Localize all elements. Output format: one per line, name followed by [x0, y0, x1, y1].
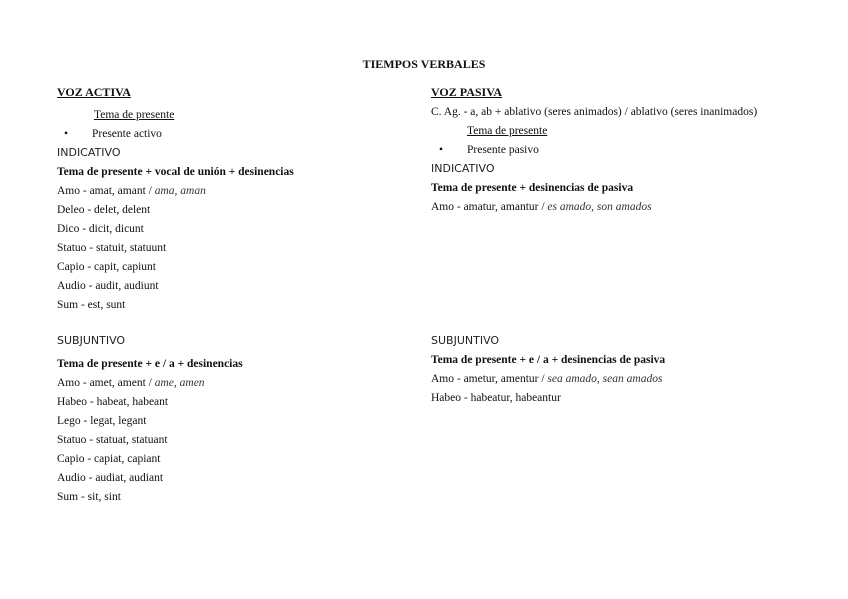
conjugation-forms: Amo - amet, ament / — [57, 377, 155, 389]
conjugation-forms: Statuo - statuat, statuant — [57, 434, 168, 446]
conjugation-forms: Lego - legat, legant — [57, 415, 147, 427]
activa-indicativo-label: INDICATIVO — [57, 146, 121, 159]
conjugation-forms: Amo - amat, amant / — [57, 185, 155, 197]
conjugation-line — [57, 203, 150, 217]
pasiva-bullet-text: Presente pasivo — [467, 144, 539, 156]
conjugation-forms: Dico - dicit, dicunt — [57, 223, 144, 235]
conjugation-forms: Audio - audiat, audiant — [57, 472, 164, 484]
voz-activa-heading: VOZ ACTIVA — [57, 85, 131, 99]
conjugation-forms: Deleo - delet, delent — [57, 204, 151, 216]
activa-subjuntivo-label: SUBJUNTIVO — [57, 334, 126, 347]
activa-subjuntivo-rule: Tema de presente + e / a + desinencias — [57, 358, 243, 370]
conjugation-line — [57, 471, 163, 485]
conjugation-line — [431, 391, 561, 405]
conjugation-line — [57, 433, 168, 447]
activa-bullet-text: Presente activo — [92, 128, 162, 140]
conjugation-forms: Amo - amatur, amantur / — [431, 201, 548, 213]
conjugation-line — [57, 376, 205, 390]
conjugation-translation: ama, aman — [154, 185, 206, 197]
conjugation-line — [57, 184, 206, 198]
conjugation-line — [431, 372, 662, 386]
conjugation-translation: ame, amen — [154, 377, 205, 389]
conjugation-line — [57, 490, 121, 504]
conjugation-line — [57, 298, 125, 312]
pasiva-complemento-agente: C. Ag. - a, ab + ablativo (seres animados) / ablativo (seres inanimados) — [431, 106, 758, 118]
pasiva-indicativo-rule: Tema de presente + desinencias de pasiva — [431, 182, 634, 194]
conjugation-translation: es amado, son amados — [547, 201, 652, 213]
conjugation-line — [57, 260, 156, 274]
conjugation-line — [57, 241, 166, 255]
activa-tema-label: Tema de presente — [94, 109, 175, 121]
conjugation-forms: Amo - ametur, amentur / — [431, 373, 548, 385]
activa-indicativo-rule: Tema de presente + vocal de unión + desinencias — [57, 166, 294, 178]
conjugation-line — [57, 395, 168, 409]
activa-bullet-item — [92, 127, 162, 141]
conjugation-translation: sea amado, sean amados — [547, 373, 663, 385]
conjugation-line — [57, 279, 159, 293]
conjugation-forms: Habeo - habeat, habeant — [57, 396, 169, 408]
document-title: TIEMPOS VERBALES — [362, 57, 486, 71]
conjugation-forms: Statuo - statuit, statuunt — [57, 242, 167, 254]
voz-pasiva-heading: VOZ PASIVA — [431, 85, 502, 99]
conjugation-line — [57, 222, 144, 236]
conjugation-forms: Capio - capit, capiunt — [57, 261, 156, 273]
conjugation-forms: Sum - est, sunt — [57, 299, 126, 311]
conjugation-line — [57, 452, 160, 466]
conjugation-line — [431, 200, 652, 214]
conjugation-forms: Sum - sit, sint — [57, 491, 121, 503]
conjugation-line — [57, 414, 146, 428]
pasiva-indicativo-label: INDICATIVO — [431, 162, 495, 175]
pasiva-subjuntivo-label: SUBJUNTIVO — [431, 334, 500, 347]
pasiva-subjuntivo-rule: Tema de presente + e / a + desinencias de pasiva — [431, 354, 666, 366]
pasiva-bullet-item — [467, 143, 539, 157]
conjugation-forms: Audio - audit, audiunt — [57, 280, 159, 292]
conjugation-forms: Habeo - habeatur, habeantur — [431, 392, 561, 404]
pasiva-tema-label: Tema de presente — [467, 125, 548, 137]
conjugation-forms: Capio - capiat, capiant — [57, 453, 161, 465]
